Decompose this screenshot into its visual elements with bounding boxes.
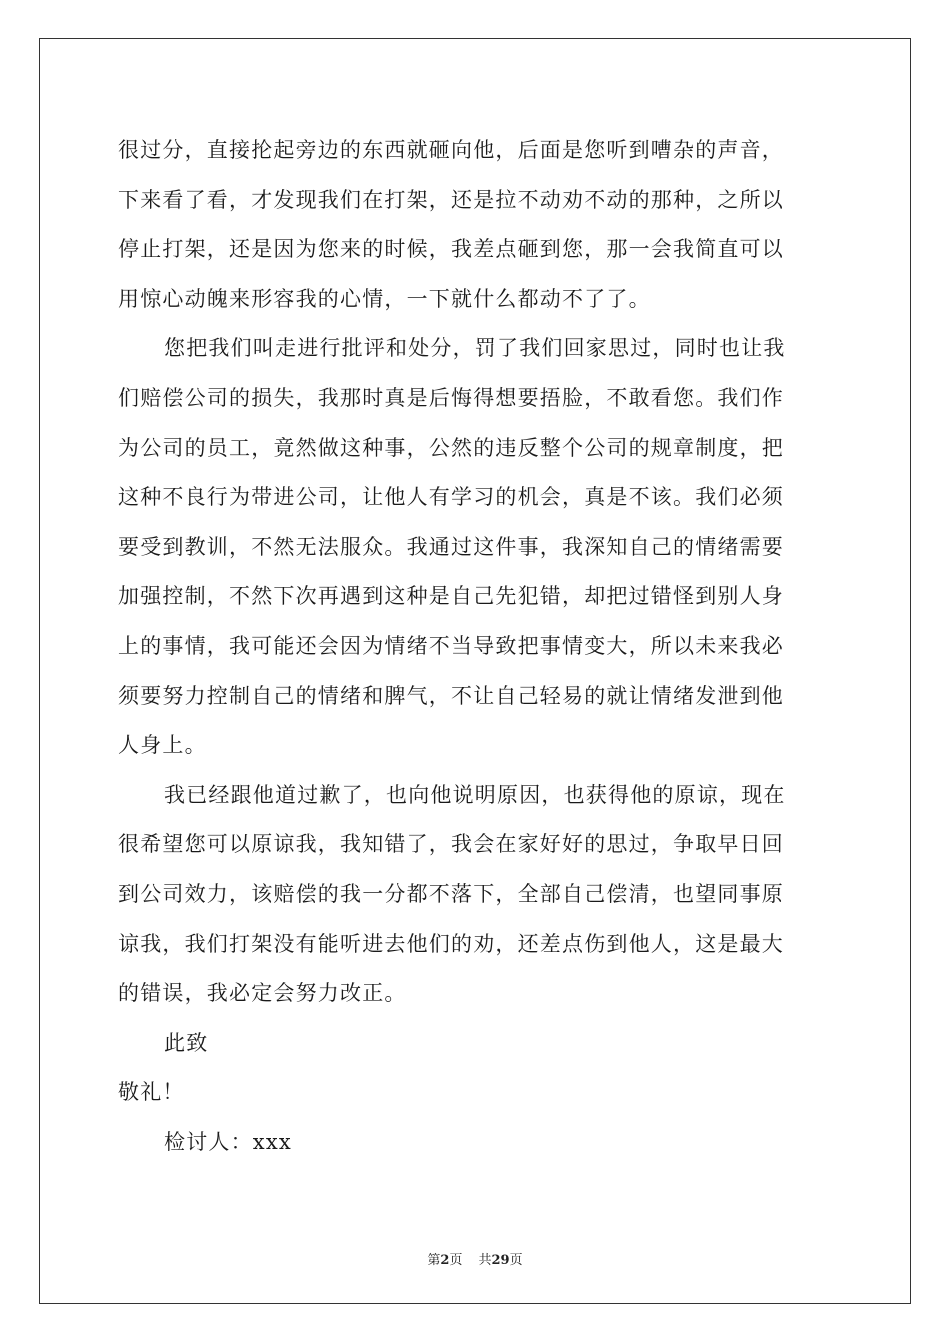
page-footer [0, 1249, 950, 1268]
text-line: 用惊心动魄来形容我的心情，一下就什么都动不了了。 [118, 286, 651, 311]
text-line: 须要努力控制自己的情绪和脾气，不让自己轻易的就让情绪发泄到他 [118, 683, 784, 708]
text-line: 您把我们叫走进行批评和处分，罚了我们回家思过，同时也让我 [164, 336, 786, 361]
text-line: 们赔偿公司的损失，我那时真是后悔得想要捂脸，不敢看您。我们作 [118, 385, 784, 410]
text-line: 到公司效力，该赔偿的我一分都不落下，全部自己偿清，也望同事原 [118, 881, 784, 906]
text-line: 的错误，我必定会努力改正。 [118, 981, 407, 1006]
text-line: 这种不良行为带进公司，让他人有学习的机会，真是不该。我们必须 [118, 485, 784, 510]
total-suffix: 页 [509, 1253, 523, 1268]
text-line: 上的事情，我可能还会因为情绪不当导致把事情变大，所以未来我必 [118, 633, 784, 658]
text-line: 停止打架，还是因为您来的时候，我差点砸到您，那一会我简直可以 [118, 237, 784, 262]
text-line: 要受到教训，不然无法服众。我通过这件事，我深知自己的情绪需要 [118, 534, 784, 559]
text-line: 人身上。 [118, 733, 207, 758]
text-line: 很过分，直接抡起旁边的东西就砸向他，后面是您听到嘈杂的声音， [118, 138, 784, 162]
total-prefix: 共 [478, 1253, 492, 1268]
text-line: 为公司的员工，竟然做这种事，公然的违反整个公司的规章制度，把 [118, 435, 784, 460]
text-line: 我已经跟他道过歉了，也向他说明原因，也获得他的原谅，现在 [164, 782, 786, 807]
text-line: 加强控制，不然下次再遇到这种是自己先犯错，却把过错怪到别人身 [118, 584, 784, 609]
text-line: 很希望您可以原谅我，我知错了，我会在家好好的思过，争取早日回 [118, 832, 784, 857]
page-number: 2 [440, 1253, 450, 1268]
page-prefix: 第 [427, 1253, 441, 1268]
page-suffix: 页 [449, 1253, 463, 1268]
signature-line: 检讨人：xxx [164, 1129, 292, 1154]
text-line: 谅我，我们打架没有能听进去他们的劝，还差点伤到他人，这是最大 [118, 931, 784, 956]
total-pages: 29 [491, 1253, 510, 1268]
closing-salutation: 此致 [164, 1030, 209, 1055]
document-body [118, 126, 832, 1167]
closing-regards: 敬礼！ [118, 1080, 185, 1105]
text-line: 下来看了看，才发现我们在打架，还是拉不动劝不动的那种，之所以 [118, 187, 784, 212]
